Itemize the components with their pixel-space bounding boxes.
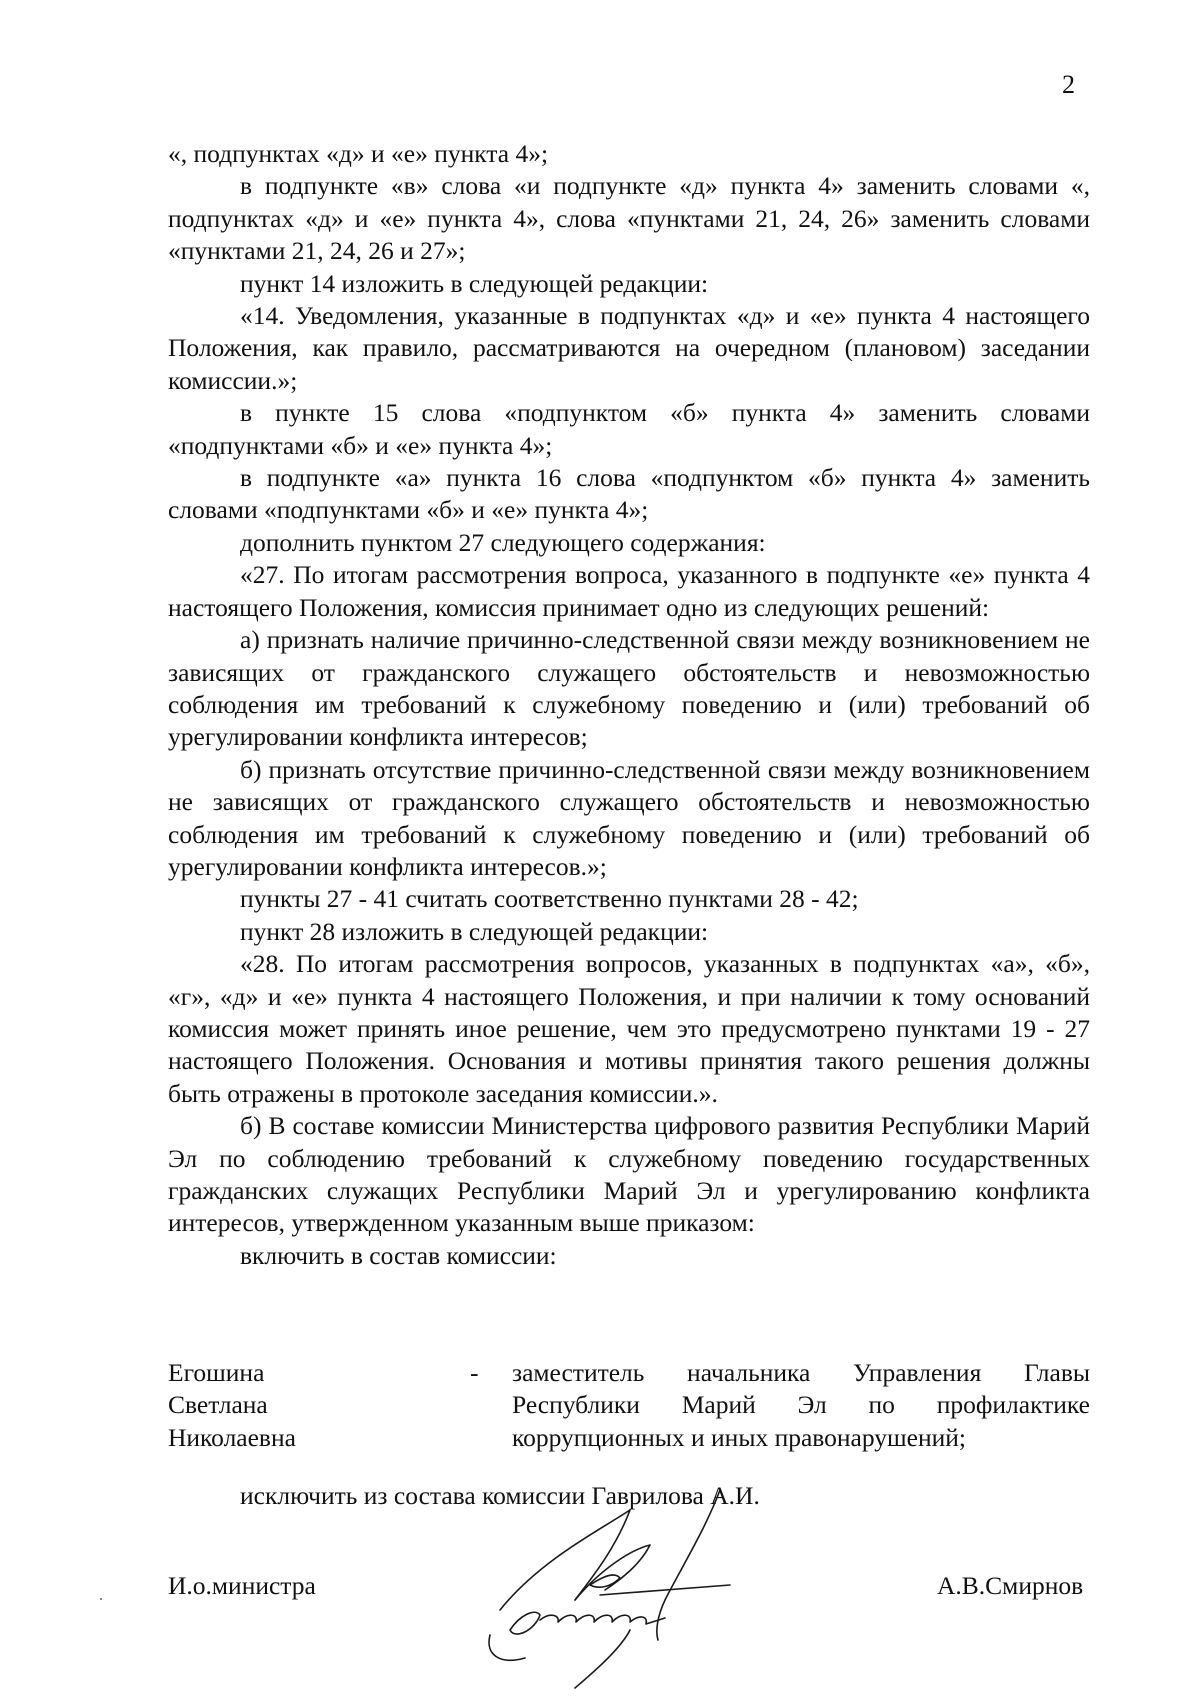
member-position-line: заместитель начальника Управления Главы bbox=[512, 1358, 1090, 1387]
body-paragraph: «14. Уведомления, указанные в подпунктах «д» и «е» пункта 4 настоящего Положения, как правило, рассматриваются на очередном (плановом) заседании комиссии.»; bbox=[168, 301, 1090, 395]
body-paragraph: «28. По итогам рассмотрения вопросов, указанных в подпунктах «а», «б», «г», «д» и «е» пункта 4 настоящего Положения, и при наличии к тому оснований комиссия может принять иное решение, чем это предусмотрено пунктами 19 - 27 настоящего Положения. Основания и мотивы принятия такого решения должны быть отражены в протоколе заседания комиссии.». bbox=[168, 949, 1090, 1108]
body-paragraph: в пункте 15 слова «подпунктом «б» пункта 4» заменить словами «подпунктами «б» и «е» пункта 4»; bbox=[168, 398, 1090, 460]
signatory-name: А.В.Смирнов bbox=[937, 1571, 1084, 1600]
member-dash: - bbox=[470, 1358, 479, 1387]
body-paragraph: б) В составе комиссии Министерства цифрового развития Республики Марий Эл по соблюдению требований к служебному поведению государственных гражданских служащих Республики Марий Эл и урегулированию конфликта интересов, утвержденном указанным выше приказом: bbox=[168, 1111, 1090, 1238]
body-paragraph: пункт 14 изложить в следующей редакции: bbox=[240, 268, 709, 298]
member-patronymic: Николаевна bbox=[168, 1422, 296, 1452]
body-paragraph: дополнить пунктом 27 следующего содержания: bbox=[240, 527, 766, 557]
member-position-line: Республики Марий Эл по профилактике bbox=[512, 1390, 1090, 1420]
body-paragraph: в подпункте «в» слова «и подпункте «д» пункта 4» заменить словами «, подпунктах «д» и «е» пункта 4», слова «пунктами 21, 24, 26» заменить словами «пунктами 21, 24, 26 и 27»; bbox=[168, 171, 1090, 266]
body-paragraph: а) признать наличие причинно-следственной связи между возникновением не зависящих от гражданского служащего обстоятельств и невозможностью соблюдения им требований к служебному поведению и (или) требований об урегулировании конфликта интересов; bbox=[168, 625, 1090, 752]
body-paragraph: пункты 27 - 41 считать соответственно пунктами 28 - 42; bbox=[240, 884, 859, 914]
handwritten-signature bbox=[480, 1490, 780, 1690]
body-paragraph: «27. По итогам рассмотрения вопроса, указанного в подпункте «е» пункта 4 настоящего Положения, комиссия принимает одно из следующих решений: bbox=[168, 560, 1090, 622]
body-paragraph: включить в состав комиссии: bbox=[240, 1240, 557, 1270]
member-position bbox=[512, 1357, 1090, 1454]
scan-speck bbox=[100, 1598, 102, 1600]
document-body bbox=[168, 138, 1090, 1272]
body-paragraph: в подпункте «а» пункта 16 слова «подпунктом «б» пункта 4» заменить словами «подпунктами «б» и «е» пункта 4»; bbox=[168, 463, 1090, 525]
body-paragraph: б) признать отсутствие причинно-следственной связи между возникновением не зависящих от гражданского служащего обстоятельств и невозможностью соблюдения им требований к служебному поведению и (или) требований об урегулировании конфликта интересов.»; bbox=[168, 754, 1090, 881]
body-paragraph: пункт 28 изложить в следующей редакции: bbox=[240, 916, 709, 946]
member-full-name bbox=[168, 1357, 470, 1454]
signatory-role: И.о.министра bbox=[168, 1571, 316, 1600]
member-position-line: коррупционных и иных правонарушений; bbox=[512, 1422, 967, 1452]
exclude-member-line: исключить из состава комиссии Гаврилова А.И. bbox=[240, 1481, 760, 1510]
body-paragraph: «, подпунктах «д» и «е» пункта 4»; bbox=[168, 139, 549, 168]
member-first-name: Светлана bbox=[168, 1390, 268, 1420]
page-number: 2 bbox=[1062, 70, 1075, 99]
member-surname: Егошина bbox=[168, 1358, 265, 1387]
commission-member-row bbox=[168, 1357, 1090, 1454]
commission-member-block bbox=[168, 1357, 1090, 1454]
